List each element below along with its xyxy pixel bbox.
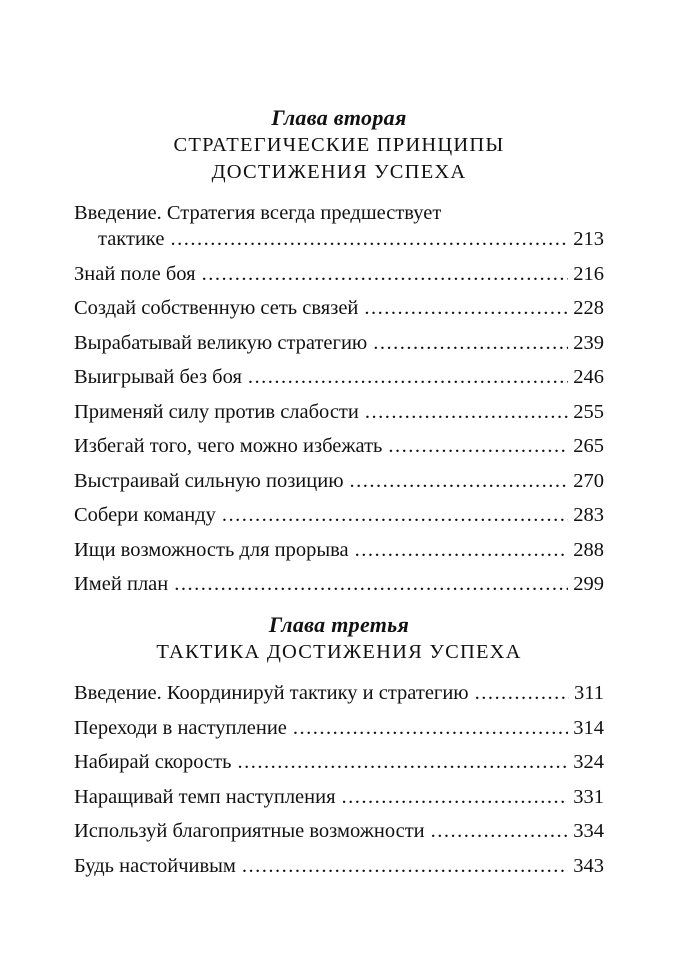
toc-entry [74, 784, 604, 810]
toc-entry-title: Имей план [74, 573, 169, 595]
toc-page-number: 283 [573, 504, 604, 526]
toc-entry-title: Будь настойчивым [74, 854, 236, 877]
toc-page-number: 239 [573, 331, 604, 354]
dot-leader [222, 502, 568, 528]
toc-entry [74, 680, 604, 706]
toc-entry [74, 853, 604, 879]
dot-leader [350, 468, 569, 494]
toc-entry-title-line-2: тактике [98, 228, 165, 250]
toc-page-number: 216 [573, 262, 604, 285]
toc-page-number: 314 [573, 716, 604, 739]
dot-leader [365, 399, 568, 425]
toc-entry-title: Создай собственную сеть связей [74, 297, 359, 319]
toc-entry-title: Наращивай темп наступления [74, 785, 336, 808]
toc-entry-title: Собери команду [74, 504, 216, 526]
chapter-2-label: Глава вторая [271, 105, 407, 130]
toc-entry-title: Выигрывай без боя [74, 366, 242, 388]
toc-entry-title: Используй благоприятные возможности [74, 820, 425, 842]
dot-leader [373, 330, 568, 356]
toc-entry [74, 261, 604, 287]
toc-entry-title: Набирай скорость [74, 751, 232, 773]
toc-entry [74, 364, 604, 390]
toc-entry [74, 818, 604, 844]
chapter-3-heading [74, 611, 604, 666]
dot-leader [170, 226, 568, 252]
dot-leader [202, 261, 569, 287]
toc-entry [74, 330, 604, 356]
toc-entry-title: Вырабатывай великую стратегию [74, 331, 368, 354]
toc-entry [74, 433, 604, 459]
dot-leader [364, 295, 568, 321]
chapter-3-title: ТАКТИКА ДОСТИЖЕНИЯ УСПЕХА [156, 641, 522, 663]
toc-page [74, 104, 604, 887]
toc-page-number: 343 [573, 854, 604, 877]
dot-leader [237, 749, 568, 775]
toc-page-number: 334 [573, 820, 604, 842]
toc-entry-title: Применяй силу против слабости [74, 400, 359, 423]
toc-entry-title: Избегай того, чего можно избежать [74, 435, 383, 457]
chapter-2-title-line-1: СТРАТЕГИЧЕСКИЕ ПРИНЦИПЫ [173, 134, 505, 156]
toc-page-number: 255 [573, 400, 604, 423]
toc-entry-title: Введение. Координируй тактику и стратегию [74, 682, 469, 704]
toc-entry [74, 502, 604, 528]
dot-leader [342, 784, 569, 810]
toc-page-number: 288 [573, 538, 604, 561]
toc-entry [74, 537, 604, 563]
dot-leader [475, 680, 569, 706]
toc-entry-title: Знай поле боя [74, 262, 196, 285]
chapter-2-title-line-2: ДОСТИЖЕНИЯ УСПЕХА [211, 161, 467, 183]
toc-entry [74, 399, 604, 425]
toc-entry-row [74, 226, 604, 252]
toc-entry-title: Выстраивай сильную позицию [74, 469, 344, 492]
chapter-3-label: Глава третья [268, 612, 410, 637]
toc-page-number: 265 [573, 435, 604, 457]
toc-entry-title-line-1: Введение. Стратегия всегда предшествует [74, 202, 442, 224]
dot-leader [174, 571, 568, 597]
dot-leader [248, 364, 568, 390]
toc-entry [74, 749, 604, 775]
toc-entry [74, 715, 604, 741]
toc-page-number: 246 [573, 366, 604, 388]
toc-page-number: 324 [573, 751, 604, 773]
toc-page-number: 213 [573, 228, 604, 250]
chapter-2-heading [74, 104, 604, 186]
toc-page-number: 270 [573, 469, 604, 492]
toc-entry [74, 295, 604, 321]
toc-page-number: 311 [574, 682, 604, 704]
toc-entry-title: Ищи возможность для прорыва [74, 538, 349, 561]
toc-page-number: 228 [573, 297, 604, 319]
toc-entry-introduction [74, 200, 604, 252]
toc-entry [74, 468, 604, 494]
dot-leader [242, 853, 568, 879]
toc-entry [74, 571, 604, 597]
dot-leader [388, 433, 568, 459]
chapter-2-toc [74, 200, 604, 597]
dot-leader [293, 715, 568, 741]
toc-page-number: 299 [573, 573, 604, 595]
toc-entry-title: Переходи в наступление [74, 716, 287, 739]
dot-leader [431, 818, 569, 844]
dot-leader [355, 537, 569, 563]
chapter-3-toc [74, 680, 604, 879]
toc-page-number: 331 [573, 785, 604, 808]
